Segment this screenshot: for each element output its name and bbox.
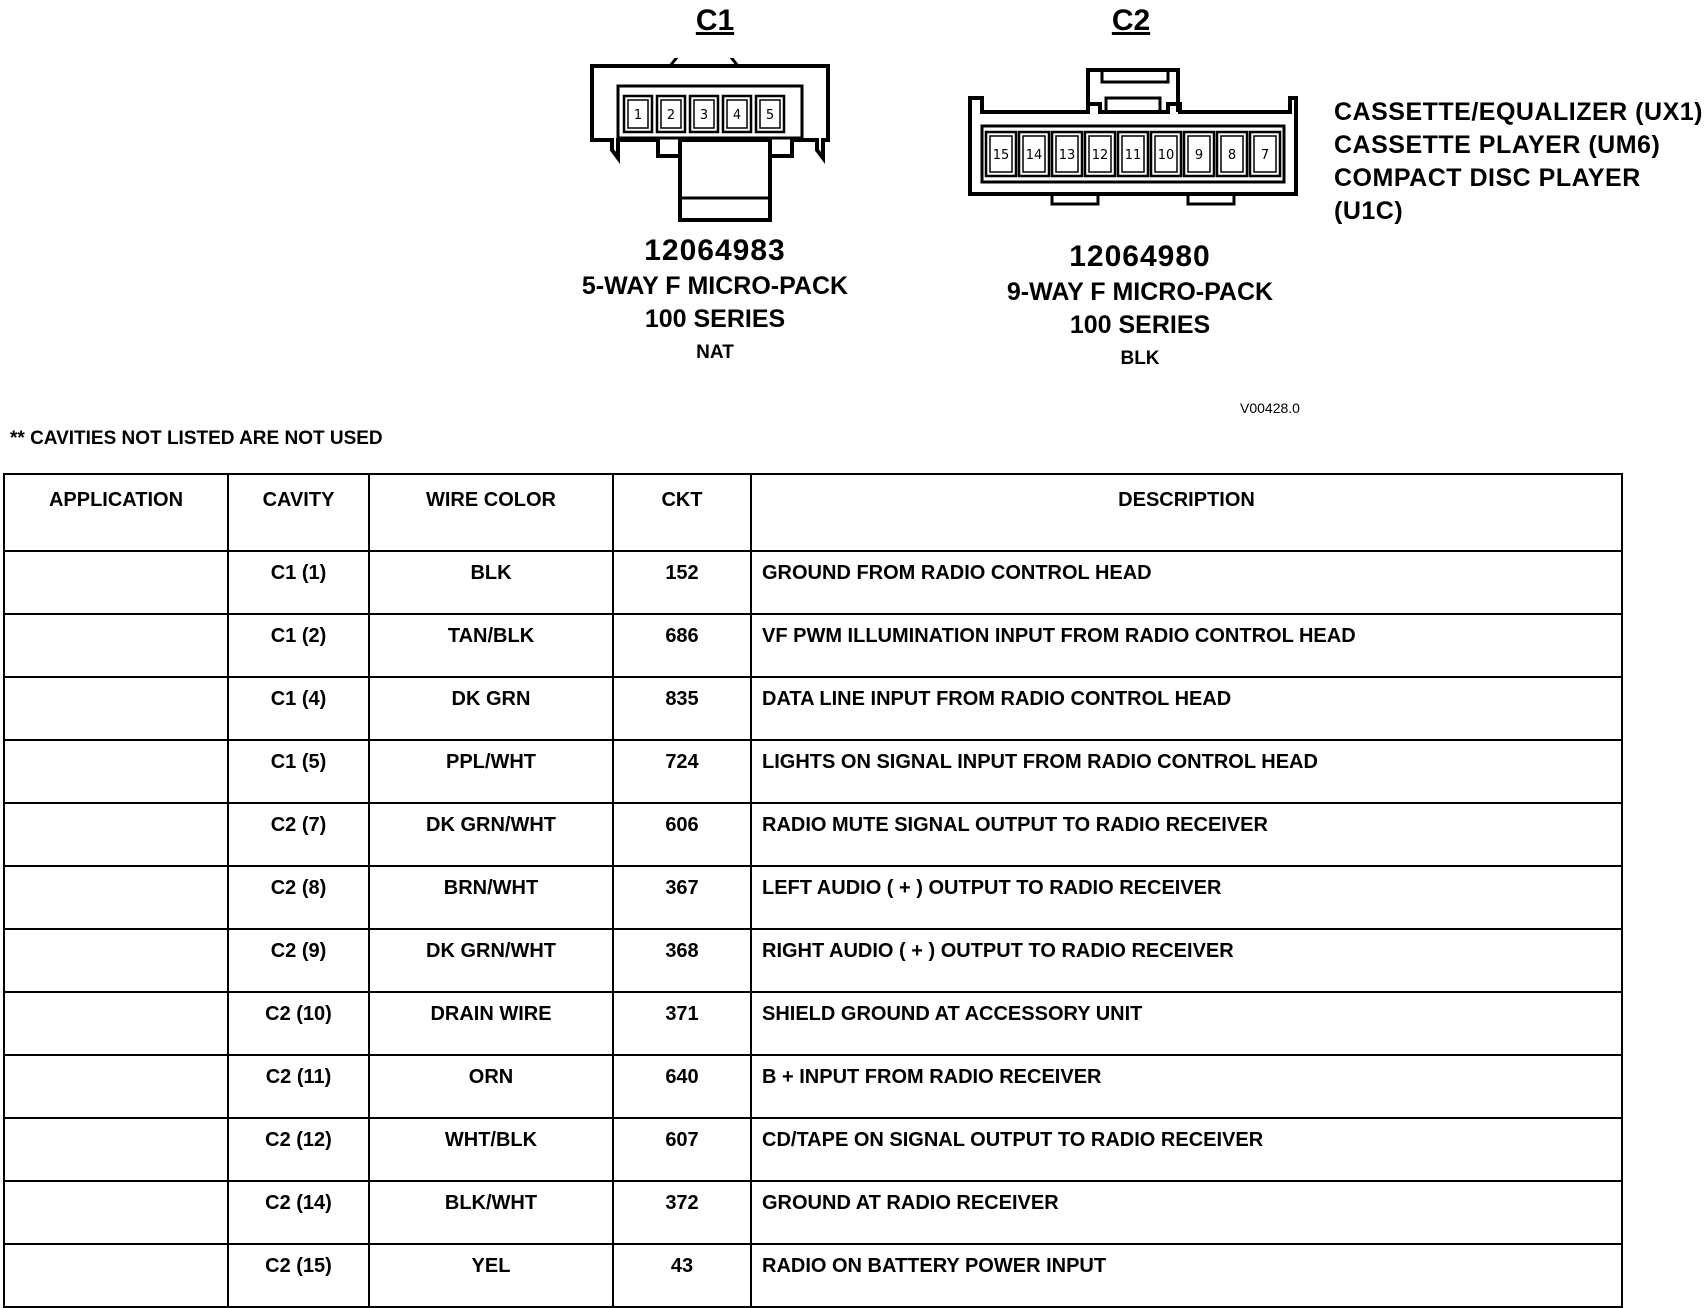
cell-ckt: 606 (613, 803, 751, 866)
c2-foot-right (1188, 194, 1234, 204)
cell-application (4, 551, 228, 614)
cell-description: RADIO ON BATTERY POWER INPUT (751, 1244, 1622, 1307)
c2-cavity-number: 10 (1157, 148, 1175, 163)
c2-top-latch-inner (1106, 98, 1160, 112)
cell-wire-color: ORN (369, 1055, 613, 1118)
c2-cavity-number: 9 (1194, 148, 1204, 163)
application-item: COMPACT DISC PLAYER (U1C) (1334, 164, 1641, 225)
cell-wire-color: PPL/WHT (369, 740, 613, 803)
header-cavity: CAVITY (228, 474, 369, 551)
c2-cavity-number: 11 (1124, 148, 1142, 163)
cell-description: CD/TAPE ON SIGNAL OUTPUT TO RADIO RECEIVER (751, 1118, 1622, 1181)
table-row (4, 1244, 1622, 1307)
c1-cavity-group (624, 96, 784, 132)
cell-description: DATA LINE INPUT FROM RADIO CONTROL HEAD (751, 677, 1622, 740)
table-row (4, 1181, 1622, 1244)
header-application: APPLICATION (4, 474, 228, 551)
c1-lock-tab (680, 156, 770, 220)
unused-cavities-note: ** CAVITIES NOT LISTED ARE NOT USED (10, 428, 383, 449)
cell-description: VF PWM ILLUMINATION INPUT FROM RADIO CONTROL HEAD (751, 614, 1622, 677)
c2-connector-type: 9-WAY F MICRO-PACK (1006, 278, 1274, 306)
cell-application (4, 1244, 228, 1307)
cell-description: LIGHTS ON SIGNAL INPUT FROM RADIO CONTROL HEAD (751, 740, 1622, 803)
cell-application (4, 992, 228, 1055)
cell-application (4, 1181, 228, 1244)
cell-cavity: C1 (4) (228, 677, 369, 740)
c1-connector-type: 5-WAY F MICRO-PACK (581, 272, 849, 300)
table-header-row (4, 474, 1622, 551)
cell-cavity: C2 (7) (228, 803, 369, 866)
cell-cavity: C1 (1) (228, 551, 369, 614)
cell-cavity: C2 (12) (228, 1118, 369, 1181)
application-item: CASSETTE PLAYER (UM6) (1334, 131, 1661, 159)
c2-cavity-number: 8 (1227, 148, 1237, 163)
cell-cavity: C2 (9) (228, 929, 369, 992)
cell-description: RADIO MUTE SIGNAL OUTPUT TO RADIO RECEIVER (751, 803, 1622, 866)
c2-color: BLK (1120, 348, 1160, 369)
cell-ckt: 640 (613, 1055, 751, 1118)
c1-color: NAT (696, 342, 734, 363)
cell-application (4, 803, 228, 866)
c1-cavity-number: 4 (732, 108, 742, 123)
cell-wire-color: WHT/BLK (369, 1118, 613, 1181)
cell-cavity: C2 (14) (228, 1181, 369, 1244)
cell-ckt: 152 (613, 551, 751, 614)
cell-wire-color: DK GRN/WHT (369, 929, 613, 992)
c1-part-info (560, 234, 870, 364)
c1-part-number: 12064983 (644, 234, 786, 267)
c1-cavity-number: 2 (666, 108, 676, 123)
c2-cavity-number: 14 (1025, 148, 1043, 163)
cell-description: SHIELD GROUND AT ACCESSORY UNIT (751, 992, 1622, 1055)
table-row (4, 866, 1622, 929)
cell-ckt: 724 (613, 740, 751, 803)
table-row (4, 803, 1622, 866)
pinout-table-body (4, 551, 1622, 1307)
c2-series: 100 SERIES (1069, 311, 1211, 339)
c2-cavity-number: 13 (1058, 148, 1076, 163)
cell-wire-color: TAN/BLK (369, 614, 613, 677)
cell-ckt: 367 (613, 866, 751, 929)
table-row (4, 1055, 1622, 1118)
cell-wire-color: BRN/WHT (369, 866, 613, 929)
c1-cavity-number: 5 (765, 108, 775, 123)
cell-cavity: C2 (10) (228, 992, 369, 1055)
cell-cavity: C1 (2) (228, 614, 369, 677)
c2-foot-left (1052, 194, 1098, 204)
cell-application (4, 677, 228, 740)
cell-application (4, 1118, 228, 1181)
reference-code: V00428.0 (1240, 400, 1300, 416)
c2-cavity-number: 7 (1260, 148, 1270, 163)
table-row (4, 677, 1622, 740)
cell-application (4, 866, 228, 929)
c2-connector-drawing (960, 62, 1310, 212)
cell-wire-color: DRAIN WIRE (369, 992, 613, 1055)
cell-description: RIGHT AUDIO ( + ) OUTPUT TO RADIO RECEIVER (751, 929, 1622, 992)
table-row (4, 1118, 1622, 1181)
c2-cavity-number: 15 (992, 148, 1010, 163)
cell-description: GROUND AT RADIO RECEIVER (751, 1181, 1622, 1244)
table-row (4, 992, 1622, 1055)
cell-application (4, 614, 228, 677)
cell-ckt: 368 (613, 929, 751, 992)
c2-part-number: 12064980 (1069, 240, 1211, 273)
c2-cavity-group (986, 132, 1280, 176)
cell-application (4, 740, 228, 803)
cell-application (4, 929, 228, 992)
cell-description: B + INPUT FROM RADIO RECEIVER (751, 1055, 1622, 1118)
c1-cavity-number: 1 (633, 108, 643, 123)
header-wire-color: WIRE COLOR (369, 474, 613, 551)
cell-ckt: 372 (613, 1181, 751, 1244)
cell-application (4, 1055, 228, 1118)
c2-title: C2 (1111, 4, 1151, 37)
header-ckt: CKT (613, 474, 751, 551)
c2-cavity-number: 12 (1091, 148, 1109, 163)
cell-wire-color: BLK/WHT (369, 1181, 613, 1244)
cell-description: GROUND FROM RADIO CONTROL HEAD (751, 551, 1622, 614)
cell-cavity: C2 (8) (228, 866, 369, 929)
c1-cavity-frame (618, 86, 802, 138)
application-item: CASSETTE/EQUALIZER (UX1) (1334, 98, 1703, 126)
cell-cavity: C1 (5) (228, 740, 369, 803)
c1-connector-drawing (580, 58, 840, 228)
cell-ckt: 686 (613, 614, 751, 677)
table-row (4, 614, 1622, 677)
cell-wire-color: DK GRN (369, 677, 613, 740)
c2-part-info (980, 240, 1300, 370)
c1-series: 100 SERIES (644, 305, 786, 333)
table-row (4, 551, 1622, 614)
cell-cavity: C2 (15) (228, 1244, 369, 1307)
cell-wire-color: YEL (369, 1244, 613, 1307)
header-description: DESCRIPTION (751, 474, 1622, 551)
table-row (4, 740, 1622, 803)
cell-wire-color: BLK (369, 551, 613, 614)
cell-description: LEFT AUDIO ( + ) OUTPUT TO RADIO RECEIVER (751, 866, 1622, 929)
cell-ckt: 43 (613, 1244, 751, 1307)
cell-ckt: 607 (613, 1118, 751, 1181)
cell-cavity: C2 (11) (228, 1055, 369, 1118)
pinout-table (3, 473, 1623, 1308)
cell-ckt: 371 (613, 992, 751, 1055)
c1-title: C1 (695, 4, 735, 37)
cell-ckt: 835 (613, 677, 751, 740)
table-row (4, 929, 1622, 992)
cell-wire-color: DK GRN/WHT (369, 803, 613, 866)
application-list (1334, 96, 1704, 228)
c1-cavity-number: 3 (699, 108, 709, 123)
